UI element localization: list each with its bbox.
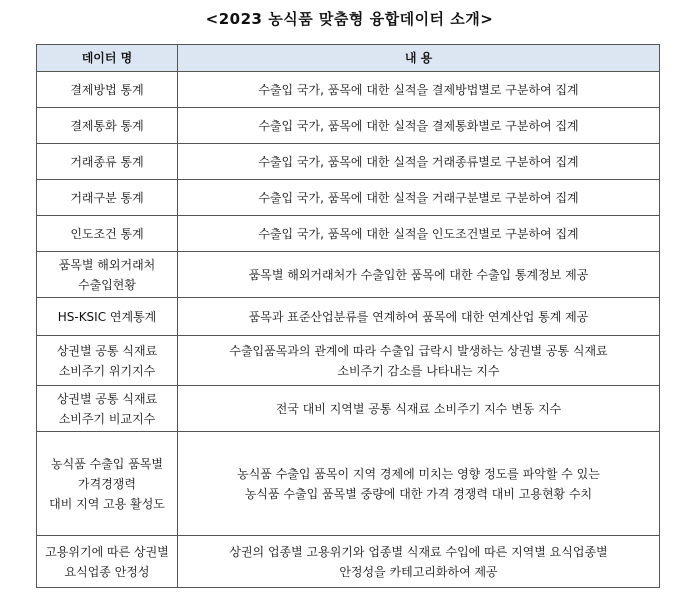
data-table	[36, 44, 660, 588]
description-line: 상권의 업종별 고용위기와 업종별 식재료 수입에 따른 지역별 요식업종별	[229, 544, 608, 559]
description-line: 수출입 국가, 품목에 대한 실적을 결제통화별로 구분하여 집계	[258, 118, 579, 133]
table-row	[37, 386, 660, 432]
table-row	[37, 432, 660, 536]
data-name-line: 인도조건 통계	[70, 226, 144, 241]
row-description	[178, 336, 660, 386]
data-name-line: HS-KSIC 연계통계	[57, 309, 157, 324]
description-line: 농식품 수출입 품목이 지역 경제에 미치는 영향 정도를 파악할 수 있는	[237, 466, 600, 481]
row-data-name	[37, 108, 178, 144]
description-line: 수출입 국가, 품목에 대한 실적을 거래종류별로 구분하여 집계	[258, 154, 579, 169]
row-data-name	[37, 144, 178, 180]
row-description	[178, 536, 660, 588]
table-row	[37, 252, 660, 298]
row-description	[178, 386, 660, 432]
row-description	[178, 252, 660, 298]
description-line: 품목별 해외거래처가 수출입한 품목에 대한 수출입 통계정보 제공	[248, 267, 589, 282]
data-name-line: 거래구분 통계	[70, 190, 144, 205]
description-line: 수출입품목과의 관계에 따라 수출입 급락시 발생하는 상권별 공통 식재료	[229, 343, 608, 358]
row-description	[178, 72, 660, 108]
header-data-name: 데이터 명	[37, 45, 178, 72]
table-row	[37, 536, 660, 588]
description-line: 농식품 수출입 품목별 중량에 대한 가격 경쟁력 대비 고용현황 수치	[244, 486, 593, 501]
data-name-line: 소비주기 비교지수	[58, 411, 156, 426]
description-line: 수출입 국가, 품목에 대한 실적을 거래구분별로 구분하여 집계	[258, 190, 579, 205]
table-row	[37, 180, 660, 216]
description-line: 전국 대비 지역별 공통 식재료 소비주기 지수 변동 지수	[275, 401, 562, 416]
table-row	[37, 144, 660, 180]
description-line: 품목과 표준산업분류를 연계하여 품목에 대한 연계산업 통계 제공	[248, 309, 589, 324]
row-description	[178, 108, 660, 144]
row-description	[178, 144, 660, 180]
row-data-name	[37, 252, 178, 298]
data-name-line: 가격경쟁력	[78, 476, 136, 491]
page-title: <2023 농식품 맞춤형 융합데이터 소개>	[205, 10, 494, 28]
data-name-line: 대비 지역 고용 활성도	[49, 496, 165, 511]
table-row	[37, 298, 660, 336]
data-name-line: 수출입현황	[78, 277, 136, 292]
description-line: 소비주기 감소를 나타내는 지수	[337, 363, 500, 378]
row-description	[178, 298, 660, 336]
row-description	[178, 180, 660, 216]
row-data-name	[37, 336, 178, 386]
row-data-name	[37, 432, 178, 536]
data-name-line: 결제통화 통계	[70, 118, 144, 133]
table-header-row	[37, 45, 660, 72]
data-name-line: 소비주기 위기지수	[58, 363, 156, 378]
data-name-line: 거래종류 통계	[70, 154, 144, 169]
row-data-name	[37, 386, 178, 432]
description-line: 수출입 국가, 품목에 대한 실적을 인도조건별로 구분하여 집계	[258, 226, 579, 241]
row-data-name	[37, 72, 178, 108]
row-description	[178, 432, 660, 536]
data-name-line: 품목별 해외거래처	[58, 257, 156, 272]
row-data-name	[37, 180, 178, 216]
data-name-line: 상권별 공통 식재료	[56, 391, 158, 406]
data-name-line: 농식품 수출입 품목별	[51, 456, 163, 471]
row-data-name	[37, 216, 178, 252]
row-data-name	[37, 536, 178, 588]
table-row	[37, 108, 660, 144]
data-name-line: 상권별 공통 식재료	[56, 343, 158, 358]
data-name-line: 결제방법 통계	[70, 82, 144, 97]
description-line: 수출입 국가, 품목에 대한 실적을 결제방법별로 구분하여 집계	[258, 82, 579, 97]
table-row	[37, 336, 660, 386]
data-name-line: 요식업종 안정성	[64, 564, 150, 579]
header-content: 내 용	[178, 45, 660, 72]
table-row	[37, 72, 660, 108]
table-body	[37, 72, 660, 588]
description-line: 안정성을 카테고리화하여 제공	[339, 564, 498, 579]
data-name-line: 고용위기에 따른 상권별	[45, 544, 169, 559]
table-row	[37, 216, 660, 252]
row-data-name	[37, 298, 178, 336]
row-description	[178, 216, 660, 252]
